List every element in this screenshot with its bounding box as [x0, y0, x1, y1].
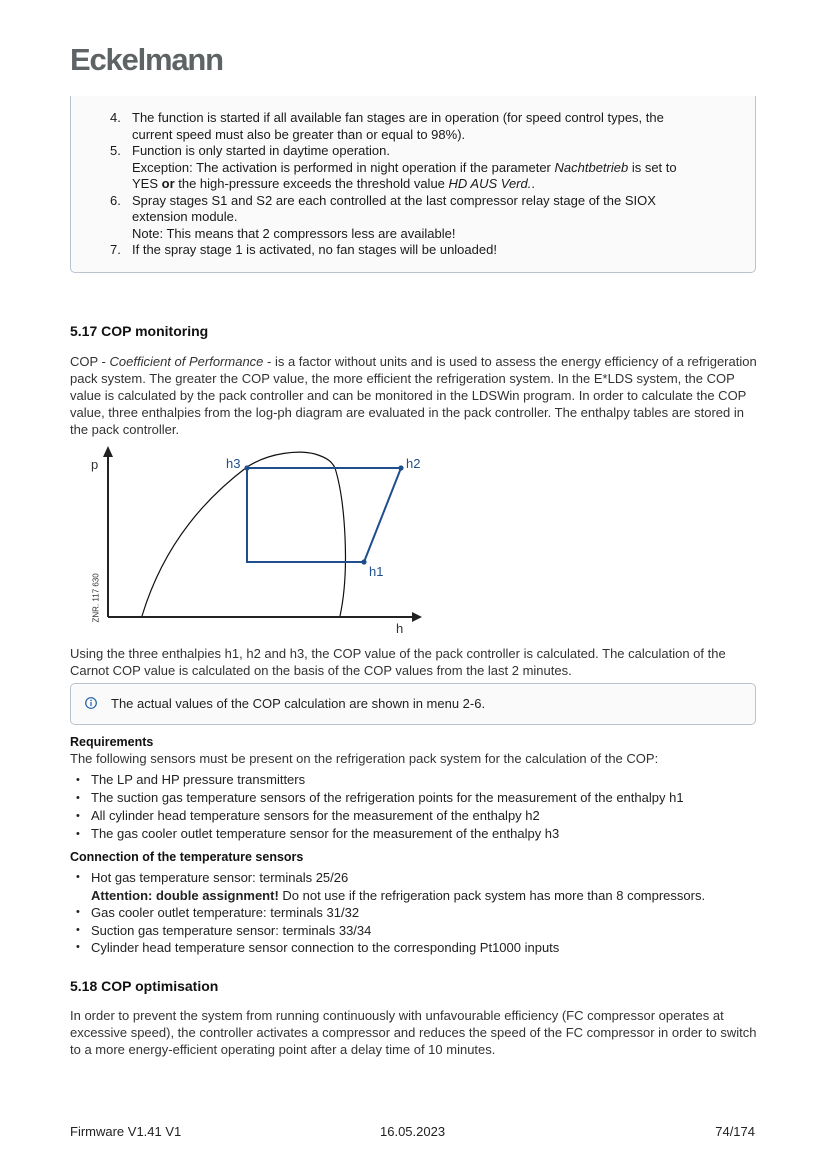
list-item: • Hot gas temperature sensor: terminals 25/26 Attention: double assignment! Do not use if the refrigeration pack system has more than 8 compressors. [76, 869, 705, 904]
spray-conditions-list [110, 110, 772, 259]
info-icon [85, 697, 97, 709]
footer-firmware: Firmware V1.41 V1 [70, 1124, 182, 1139]
list-item: • All cylinder head temperature sensors for the measurement of the enthalpy h2 [76, 807, 684, 825]
requirements-list [76, 771, 684, 843]
parameter-name: Nachtbetrieb [554, 159, 629, 175]
footer-page-number: 74/174 [715, 1124, 755, 1139]
info-note-text: The actual values of the COP calculation are shown in menu 2-6. [111, 696, 486, 711]
list-item: • Cylinder head temperature sensor connection to the corresponding Pt1000 inputs [76, 939, 705, 957]
cop-intro-paragraph: COP - Coefficient of Performance - is a factor without units and is used to assess the energy efficiency of a refrigeration pack system. The greater the COP value, the more efficient the refrigeration system. In the E*LDS system, the COP value is calculated by the pack controller and can be monitored in the LDSWin program. In order to calculate the COP value, three enthalpies from the log-ph diagram are evaluated in the pack controller. The enthalpy tables are stored in the pack controller. [70, 354, 757, 437]
info-note-box [70, 683, 756, 725]
log-ph-diagram [70, 440, 440, 640]
list-item: 4. The function is started if all available fan stages are in operation (for speed control types, the current speed must also be greater than or equal to 98%). [110, 110, 664, 142]
point-label-h1: h1 [369, 564, 384, 579]
list-item: • Suction gas temperature sensor: terminals 33/34 [76, 922, 705, 940]
list-item: • Gas cooler outlet temperature: terminals 31/32 [76, 904, 705, 922]
parameter-name: HD AUS Verd. [448, 176, 532, 191]
cop-optimisation-paragraph: In order to prevent the system from running continuously with unfavourable efficiency (FC compressor operates at excessive speed), the controller activates a compressor and reduces the speed of the FC compressor in order to switch to a more energy-efficient operating point after a delay time of 10 minutes. [70, 1008, 757, 1057]
eckelmann-logo: Eckelmann [70, 42, 223, 77]
section-heading-5-17: 5.17 COP monitoring [70, 323, 209, 339]
point-label-h2: h2 [406, 456, 421, 471]
connection-heading: Connection of the temperature sensors [70, 850, 304, 864]
point-label-h3: h3 [226, 456, 241, 471]
requirements-intro: The following sensors must be present on the refrigeration pack system for the calculation of the COP: [70, 751, 659, 766]
connection-list [76, 869, 705, 957]
cop-calculation-paragraph: Using the three enthalpies h1, h2 and h3, the COP value of the pack controller is calculated. The calculation of the Carnot COP value is calculated on the basis of the COP values from the last 2 minutes. [70, 646, 726, 678]
pressure-axis-label: p [91, 457, 99, 472]
list-item: • The suction gas temperature sensors of the refrigeration points for the measurement of the enthalpy h1 [76, 789, 684, 807]
list-item: • The LP and HP pressure transmitters [76, 771, 684, 789]
list-item: 7. If the spray stage 1 is activated, no fan stages will be unloaded! [110, 242, 497, 257]
list-item: • The gas cooler outlet temperature sensor for the measurement of the enthalpy h3 [76, 825, 684, 843]
enthalpy-axis-label: h [396, 621, 404, 636]
section-heading-5-18: 5.18 COP optimisation [70, 978, 219, 994]
drawing-number: ZNR. 117 630 [91, 573, 101, 623]
list-item: 5. Function is only started in daytime operation. Exception: The activation is performed in night operation if the parameter Nachtbetrieb is set to YES or the high-pressure exceeds the threshold value HD AUS Verd.. [110, 143, 677, 191]
requirements-heading: Requirements [70, 735, 154, 749]
attention-warning: Attention: double assignment! [91, 887, 279, 903]
footer-date: 16.05.2023 [380, 1124, 446, 1139]
list-item: 6. Spray stages S1 and S2 are each controlled at the last compressor relay stage of the SIOX extension module. Note: This means that 2 compressors less are available! [110, 192, 656, 241]
